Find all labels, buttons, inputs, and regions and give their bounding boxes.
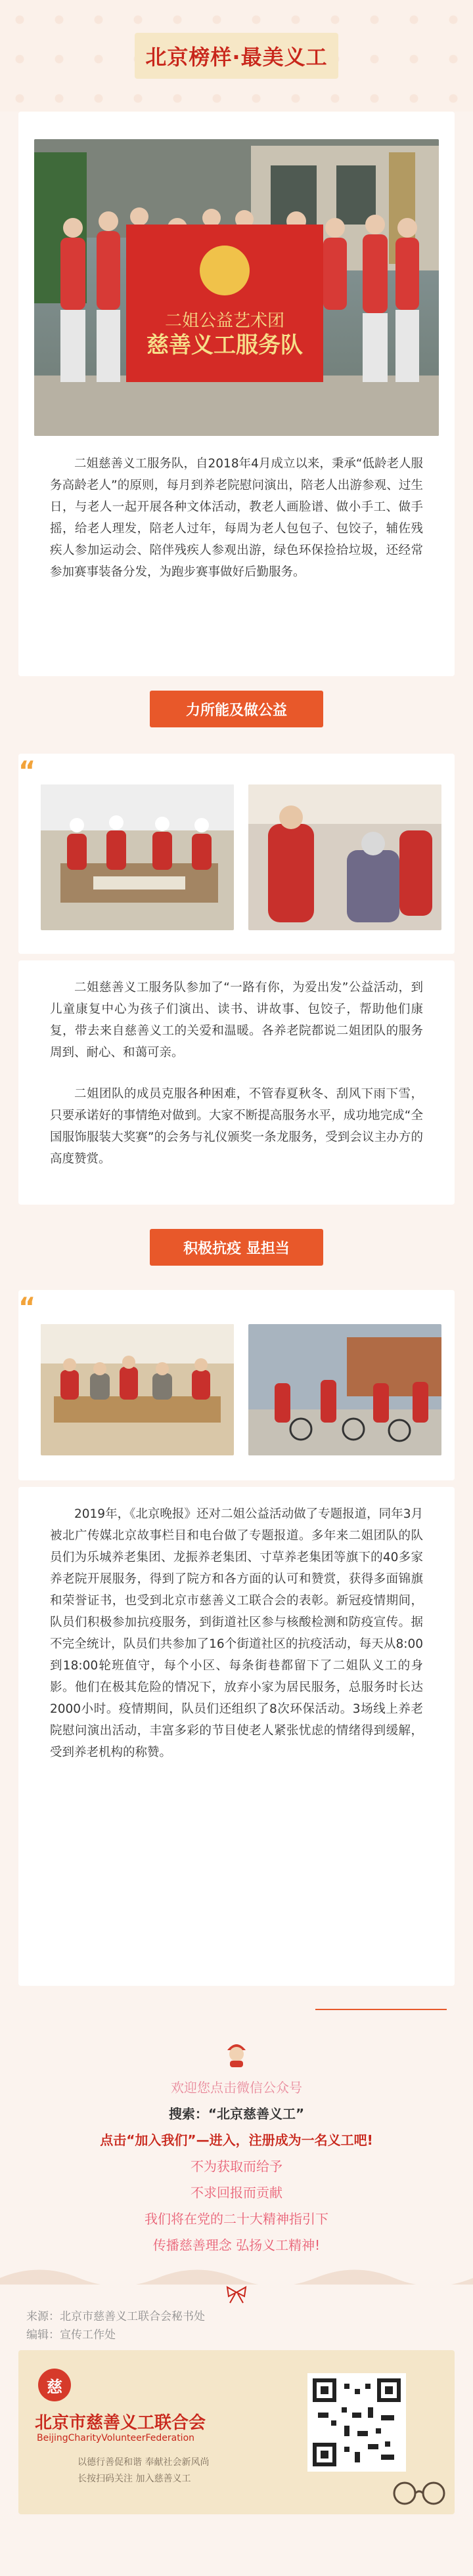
- cta-line-1: 欢迎您点击微信公众号: [171, 2080, 302, 2095]
- footer-editor: 编辑：宣传工作处: [26, 2329, 116, 2342]
- qr-code[interactable]: [307, 2373, 406, 2472]
- photo-hairdressing: [248, 784, 441, 930]
- photo-making-dumplings: [41, 784, 234, 930]
- divider-line: [315, 2009, 447, 2010]
- cta-line-2: 搜索：“北京慈善义工”: [168, 2106, 305, 2122]
- intro-paragraph: 二姐慈善义工服务队，自2018年4月成立以来，秉承“低龄老人服务高龄老人”的原则，每月到养老院慰问演出，陪老人出游参观、过生日，与老人一起开展各种文体活动，教老人画脸谱、做小手工、做手摇，给老人理发，陪老人过年，每周为老人包包子、包饺子，辅佐残疾人参加运动会、陪伴残疾人参观出游，绿色环保捡拾垃圾，还经常参加赛事装备分发，为跑步赛事做好后勤服务。: [50, 457, 423, 579]
- photo-wheelchair-outing: [248, 1324, 441, 1455]
- federation-name: 北京市慈善义工联合会: [35, 2413, 206, 2433]
- federation-slogan-2: 长按扫码关注 加入慈善义工: [78, 2474, 191, 2484]
- ribbon-bow-icon: [225, 2285, 248, 2304]
- footer-source: 来源：北京市慈善义工联合会秘书处: [26, 2310, 205, 2323]
- glasses-decoration: [386, 2475, 452, 2508]
- section2-paragraph: 2019年，《北京晚报》还对二姐公益活动做了专题报道，同年3月被北广传媒北京故事栏目和电台做了专题报道。多年来二姐团队的队员们为乐城养老集团、龙振养老集团、寸草养老集团等旗下的40多家养老院开展服务，得到了院方和各方面的认可和赞赏，获得多面锦旗和荣誉证书，也受到北京市慈善义工联合会的表彰。新冠疫情期间，队员们积极参加抗疫服务，到街道社区参与核酸检测和防疫宣传。据不完全统计，队员们共参加了16个街道社区的抗疫活动，每天从8:00到18:00轮班值守，每个小区、每条街巷都留下了二姐队义工的身影。他们在极其危险的情况下，放弃小家为居民服务，总服务时长达2000小时。疫情期间，队员们还组织了8次环保活动。3场线上养老院慰问演出活动，丰富多彩的节目使老人紧张忧虑的情绪得到缓解，受到养老机构的称赞。: [50, 1507, 423, 1759]
- banner-text-1: 二姐公益艺术团: [164, 311, 285, 331]
- cta-line-7: 传播慈善理念 弘扬义工精神!: [152, 2237, 321, 2253]
- volunteer-avatar-icon: [223, 2038, 250, 2067]
- cloud-decoration: [0, 2258, 473, 2285]
- federation-logo: 慈: [38, 2369, 71, 2401]
- section1-paragraph-1: 二姐慈善义工服务队参加了“一路有你，为爱出发”公益活动，到儿童康复中心为孩子们演出、读书、讲故事、包饺子，帮助他们康复，带去来自慈善义工的关爱和温暖。各养老院都说二姐团队的服务周到、耐心、和蔼可亲。: [50, 981, 423, 1060]
- cta-line-4: 不为获取而给予: [191, 2158, 282, 2174]
- section1-paragraph-2: 二姐团队的成员克服各种困难，不管春夏秋冬、刮风下雨下雪，只要承诺好的事情绝对做到。大家不断提高服务水平，成功地完成“全国服饰服装大奖赛”的会务与礼仪颁奖一条龙服务，受到会议主办方的高度赞赏。: [50, 1087, 423, 1166]
- banner-text-2: 慈善义工服务队: [146, 332, 303, 358]
- page-title: 北京榜样·最美义工: [145, 45, 328, 70]
- photo-elders-dining: [41, 1324, 234, 1455]
- hero-group-photo: [34, 139, 439, 436]
- cta-line-3: 点击“加入我们”—进入，注册成为一名义工吧!: [100, 2132, 373, 2148]
- federation-slogan-1: 以德行善促和谐 奉献社会新风尚: [78, 2457, 210, 2468]
- title-card: [135, 33, 338, 79]
- section-title-public-welfare: 力所能及做公益: [150, 691, 323, 727]
- cta-line-5: 不求回报而贡献: [191, 2185, 282, 2200]
- federation-name-en: BeijingCharityVolunteerFederation: [37, 2433, 195, 2443]
- federation-banner: [18, 2350, 455, 2514]
- quote-icon: “: [18, 756, 36, 786]
- cta-line-6: 我们将在党的二十大精神指引下: [145, 2211, 328, 2227]
- quote-icon: “: [18, 1293, 36, 1323]
- section-title-anti-epidemic: 积极抗疫 显担当: [150, 1229, 323, 1266]
